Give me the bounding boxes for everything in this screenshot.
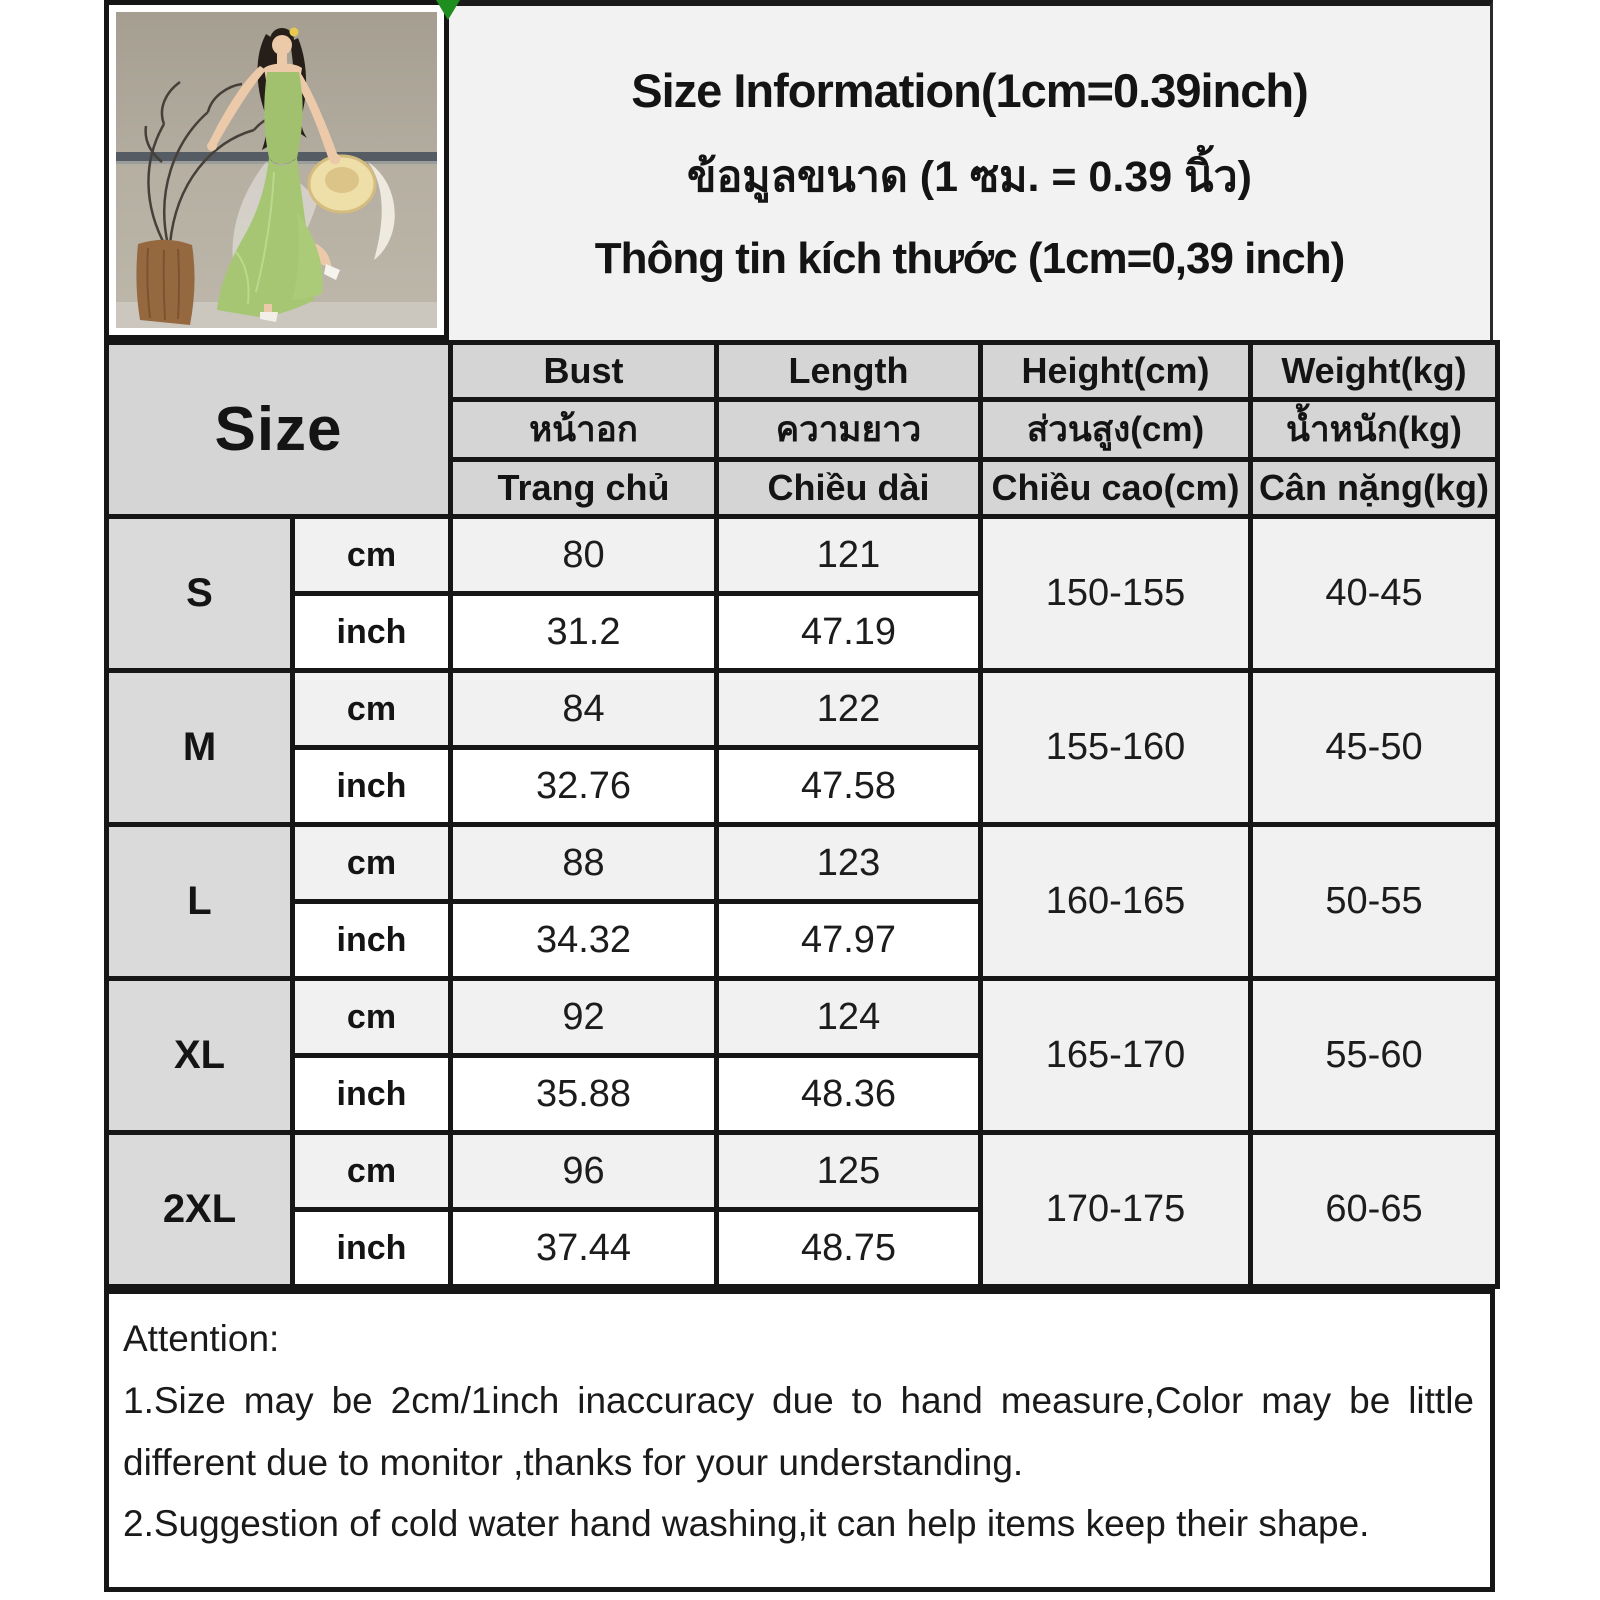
col-header-height-en: Height(cm): [981, 343, 1251, 400]
2xl-bust-inch: 37.44: [451, 1210, 717, 1287]
dress-bodice: [264, 72, 302, 164]
size-cell-s: S: [107, 517, 293, 671]
size-table: [104, 340, 1500, 1289]
s-bust-cm: 80: [451, 517, 717, 594]
l-length-inch: 47.97: [717, 902, 981, 979]
xl-weight-range: 55-60: [1251, 979, 1498, 1133]
s-length-inch: 47.19: [717, 594, 981, 671]
l-weight-range: 50-55: [1251, 825, 1498, 979]
unit-cell-cm: cm: [293, 825, 451, 902]
xl-length-inch: 48.36: [717, 1056, 981, 1133]
unit-cell-inch: inch: [293, 594, 451, 671]
s-length-cm: 121: [717, 517, 981, 594]
unit-cell-cm: cm: [293, 1133, 451, 1210]
attention-note-1: 1.Size may be 2cm/1inch inaccuracy due to hand measure,Color may be little different due to monitor ,thanks for your understanding.: [123, 1379, 1474, 1483]
xl-bust-cm: 92: [451, 979, 717, 1056]
straw-hat: [309, 156, 375, 212]
col-header-bust-en: Bust: [451, 343, 717, 400]
col-header-weight-vi: Cân nặng(kg): [1251, 460, 1498, 517]
unit-cell-cm: cm: [293, 671, 451, 748]
title-block: [449, 0, 1493, 340]
col-header-height-vi: Chiều cao(cm): [981, 460, 1251, 517]
m-bust-inch: 32.76: [451, 748, 717, 825]
l-bust-cm: 88: [451, 825, 717, 902]
xl-length-cm: 124: [717, 979, 981, 1056]
m-bust-cm: 84: [451, 671, 717, 748]
unit-cell-cm: cm: [293, 979, 451, 1056]
title-line-vi: Thông tin kích thước (1cm=0,39 inch): [594, 233, 1345, 283]
title-line-en: Size Information(1cm=0.39inch): [631, 63, 1308, 117]
size-cell-m: M: [107, 671, 293, 825]
col-header-length-vi: Chiều dài: [717, 460, 981, 517]
2xl-bust-cm: 96: [451, 1133, 717, 1210]
attention-box: [104, 1289, 1495, 1592]
xl-bust-inch: 35.88: [451, 1056, 717, 1133]
main-content: [104, 340, 1495, 1592]
attention-note-2: 2.Suggestion of cold water hand washing,it can help items keep their shape.: [123, 1503, 1370, 1545]
size-cell-xl: XL: [107, 979, 293, 1133]
s-weight-range: 40-45: [1251, 517, 1498, 671]
col-header-length-th: ความยาว: [717, 400, 981, 460]
m-length-inch: 47.58: [717, 748, 981, 825]
l-height-range: 160-165: [981, 825, 1251, 979]
unit-cell-inch: inch: [293, 1056, 451, 1133]
m-length-cm: 122: [717, 671, 981, 748]
hair-flower: [290, 28, 299, 37]
size-cell-2xl: 2XL: [107, 1133, 293, 1287]
2xl-length-cm: 125: [717, 1133, 981, 1210]
col-header-weight-th: น้ำหนัก(kg): [1251, 400, 1498, 460]
title-line-th: ข้อมูลขนาด (1 ซม. = 0.39 นิ้ว): [687, 152, 1252, 201]
m-height-range: 155-160: [981, 671, 1251, 825]
l-bust-inch: 34.32: [451, 902, 717, 979]
2xl-height-range: 170-175: [981, 1133, 1251, 1287]
l-length-cm: 123: [717, 825, 981, 902]
col-header-bust-vi: Trang chủ: [451, 460, 717, 517]
s-height-range: 150-155: [981, 517, 1251, 671]
unit-cell-inch: inch: [293, 902, 451, 979]
s-bust-inch: 31.2: [451, 594, 717, 671]
size-header-cell: Size: [107, 343, 451, 517]
unit-cell-inch: inch: [293, 1210, 451, 1287]
2xl-weight-range: 60-65: [1251, 1133, 1498, 1287]
product-photo: [116, 12, 437, 328]
2xl-length-inch: 48.75: [717, 1210, 981, 1287]
attention-heading: Attention:: [123, 1318, 280, 1359]
col-header-length-en: Length: [717, 343, 981, 400]
unit-cell-inch: inch: [293, 748, 451, 825]
col-header-height-th: ส่วนสูง(cm): [981, 400, 1251, 460]
xl-height-range: 165-170: [981, 979, 1251, 1133]
m-weight-range: 45-50: [1251, 671, 1498, 825]
unit-cell-cm: cm: [293, 517, 451, 594]
col-header-bust-th: หน้าอก: [451, 400, 717, 460]
size-cell-l: L: [107, 825, 293, 979]
col-header-weight-en: Weight(kg): [1251, 343, 1498, 400]
product-photo-frame: [104, 0, 449, 340]
green-triangle-icon: [436, 0, 460, 20]
